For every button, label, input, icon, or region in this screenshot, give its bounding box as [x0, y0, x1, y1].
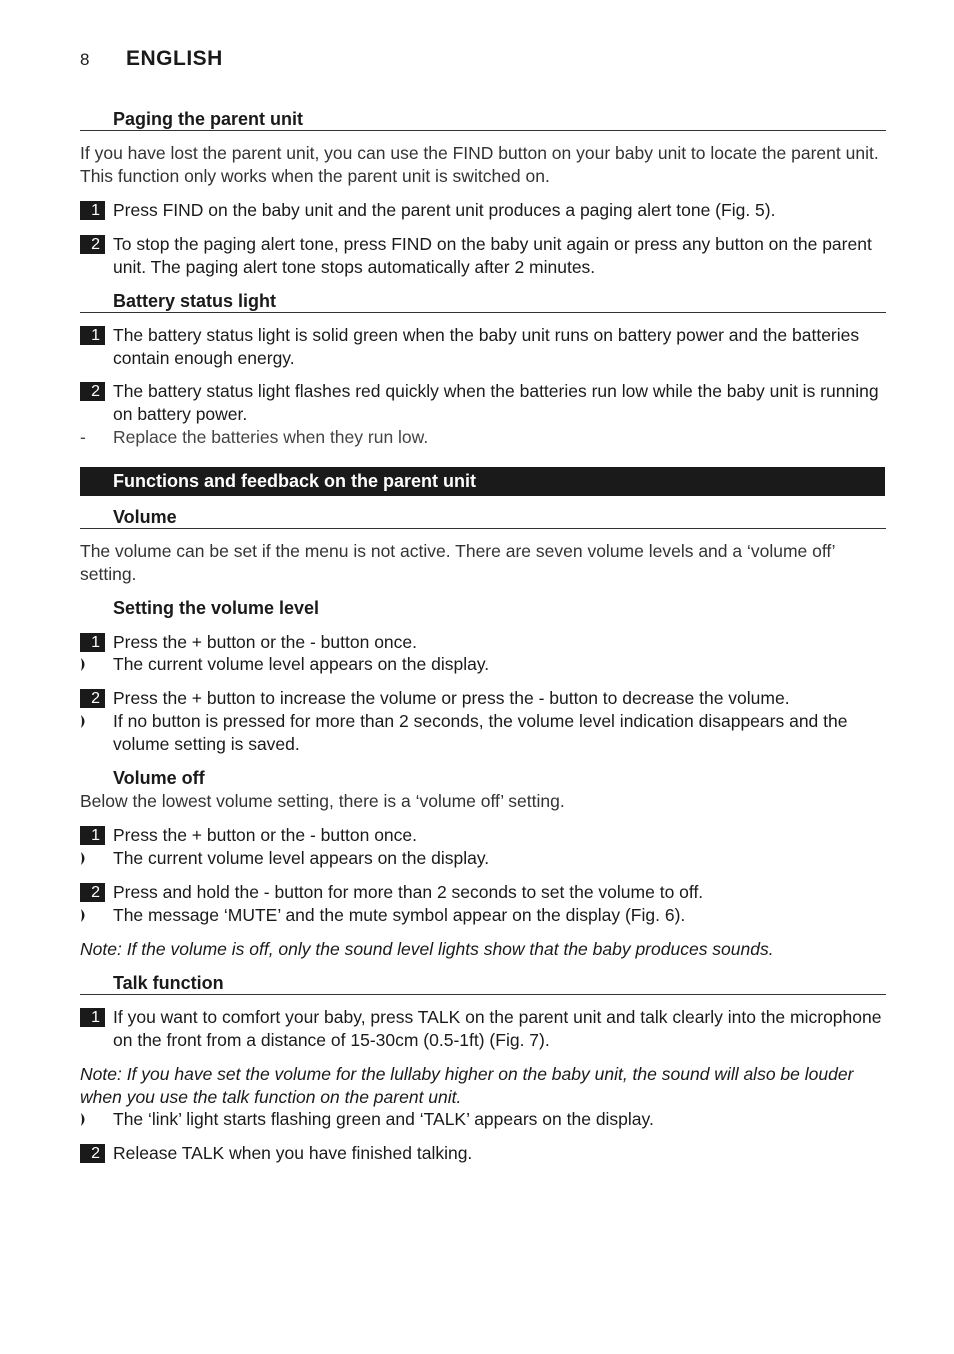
step-text: Press the + button or the - button once.	[113, 632, 418, 652]
result-arrow-icon	[80, 847, 94, 869]
subsection-heading-volume-off: Volume off	[113, 768, 205, 788]
result-text: The current volume level appears on the display.	[113, 654, 490, 674]
dash-mark: -	[80, 427, 86, 447]
result-arrow-icon	[80, 710, 94, 732]
volume-off-note: Note: If the volume is off, only the sound level lights show that the baby produces sounds.	[80, 939, 774, 959]
step-text: The battery status light is solid green when the baby unit runs on battery power and the batteries contain enough energy.	[113, 325, 860, 368]
result-text: The message ‘MUTE’ and the mute symbol appear on the display (Fig. 6).	[113, 905, 686, 925]
paging-intro: If you have lost the parent unit, you can use the FIND button on your baby unit to locate the parent unit. This function only works when the parent unit is switched on.	[80, 143, 879, 186]
subsection-heading-setting-volume: Setting the volume level	[113, 598, 320, 618]
volume-intro: The volume can be set if the menu is not active. There are seven volume levels and a ‘volume off’ setting.	[80, 541, 835, 584]
result-text: The current volume level appears on the display.	[113, 848, 490, 868]
dash-text: Replace the batteries when they run low.	[113, 427, 429, 447]
step-number-badge: 1	[80, 1008, 105, 1027]
talk-note: Note: If you have set the volume for the lullaby higher on the baby unit, the sound will also be louder when you use the talk function on the parent unit.	[80, 1064, 854, 1107]
step-text: Press the + button or the - button once.	[113, 825, 418, 845]
step-number-badge: 1	[80, 201, 105, 220]
step-text: Press the + button to increase the volume or press the - button to decrease the volume.	[113, 688, 790, 708]
step-number-badge: 2	[80, 689, 105, 708]
section-band-functions: Functions and feedback on the parent unit	[80, 467, 885, 496]
step-number-badge: 2	[80, 883, 105, 902]
result-text: If no button is pressed for more than 2 seconds, the volume level indication disappears and the volume setting is saved.	[113, 711, 848, 754]
section-heading-volume: Volume	[80, 506, 886, 529]
step-text: Release TALK when you have finished talking.	[113, 1143, 473, 1163]
step-text: If you want to comfort your baby, press TALK on the parent unit and talk clearly into the microphone on the front from a distance of 15-30cm (0.5-1ft) (Fig. 7).	[113, 1007, 882, 1050]
section-heading-talk: Talk function	[80, 972, 886, 995]
step-text: The battery status light flashes red quickly when the batteries run low while the baby unit is running on battery power.	[113, 381, 879, 424]
result-arrow-icon	[80, 904, 94, 926]
language-title: ENGLISH	[126, 47, 223, 70]
step-number-badge: 1	[80, 826, 105, 845]
step-number-badge: 1	[80, 633, 105, 652]
page-number: 8	[80, 50, 90, 69]
section-heading-battery: Battery status light	[80, 290, 886, 313]
step-text: Press FIND on the baby unit and the parent unit produces a paging alert tone (Fig. 5).	[113, 200, 776, 220]
step-number-badge: 2	[80, 382, 105, 401]
result-arrow-icon	[80, 1108, 94, 1130]
step-number-badge: 2	[80, 235, 105, 254]
result-text: The ‘link’ light starts flashing green and ‘TALK’ appears on the display.	[113, 1109, 654, 1129]
volume-off-intro: Below the lowest volume setting, there is a ‘volume off’ setting.	[80, 791, 565, 811]
result-arrow-icon	[80, 653, 94, 675]
step-text: Press and hold the - button for more than 2 seconds to set the volume to off.	[113, 882, 704, 902]
step-number-badge: 2	[80, 1144, 105, 1163]
step-text: To stop the paging alert tone, press FIND on the baby unit again or press any button on the parent unit. The paging alert tone stops automatically after 2 minutes.	[113, 234, 872, 277]
step-number-badge: 1	[80, 326, 105, 345]
section-heading-paging: Paging the parent unit	[80, 108, 886, 131]
